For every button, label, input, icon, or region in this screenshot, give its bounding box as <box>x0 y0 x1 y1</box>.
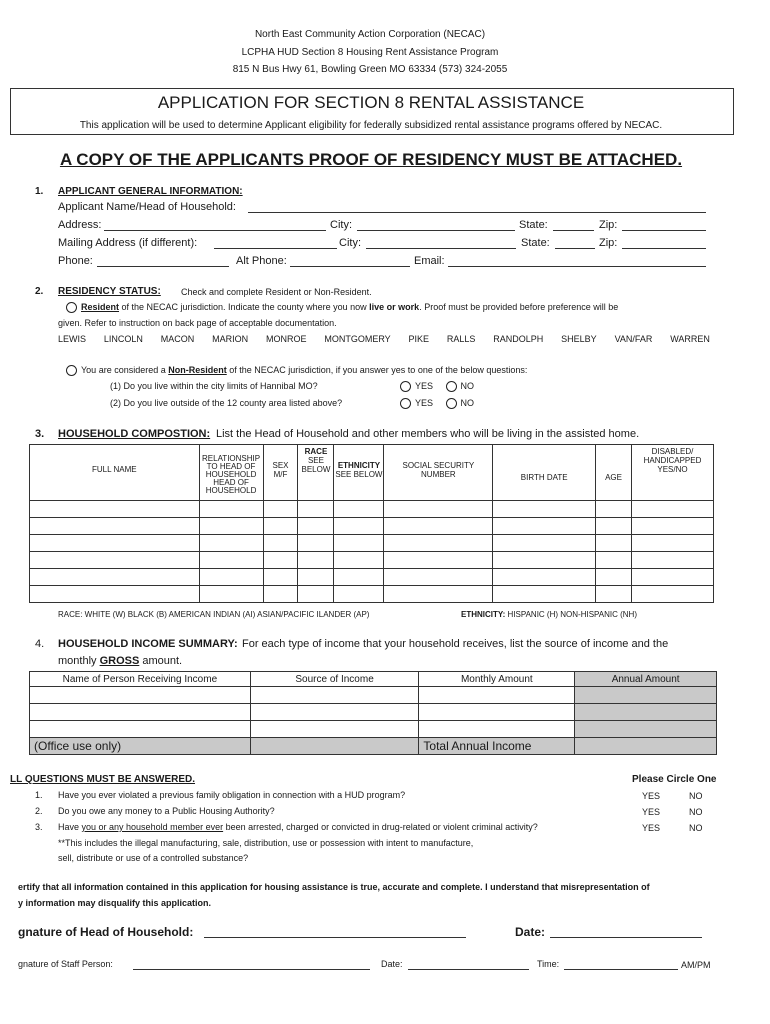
resident-word: Resident <box>81 302 120 312</box>
col-disabled <box>632 445 714 501</box>
col-ethnicity <box>334 445 384 501</box>
city2-label: City: <box>339 237 361 249</box>
resident-text-c: given. Refer to instruction on back page of acceptable documentation. <box>58 318 337 328</box>
staff-signature-field[interactable] <box>133 969 370 970</box>
col-ssn-line2: NUMBER <box>421 469 456 479</box>
q1-options <box>400 381 474 392</box>
page-title: APPLICATION FOR SECTION 8 RENTAL ASSISTANCE <box>157 93 585 112</box>
program-name: LCPHA HUD Section 8 Housing Rent Assistance Program <box>241 47 499 58</box>
resident-bold: live or work <box>369 302 420 312</box>
nonres-text-a: You are considered a <box>81 365 169 375</box>
col-rel-line2: TO HEAD OF <box>206 462 256 471</box>
total-annual-label: Total Annual Income <box>419 738 575 755</box>
county-lewis[interactable]: LEWIS <box>58 334 87 344</box>
col-person: Name of Person Receiving Income <box>30 672 251 687</box>
certify-line2: y information may disqualify this application. <box>18 898 212 908</box>
city2-field[interactable] <box>366 248 516 249</box>
q-num-1: 1. <box>35 790 43 800</box>
phone-field[interactable] <box>97 266 229 267</box>
state2-field[interactable] <box>555 248 595 249</box>
q3-yes[interactable]: YES <box>642 823 661 833</box>
county-randolph[interactable]: RANDOLPH <box>493 334 544 344</box>
head-signature-field[interactable] <box>204 937 466 938</box>
office-use-label: (Office use only) <box>30 738 251 755</box>
zip2-label: Zip: <box>599 237 618 249</box>
time-label: Time: <box>537 959 560 969</box>
county-ralls[interactable]: RALLS <box>446 334 476 344</box>
nonres-text-b: of the NECAC jurisdiction, if you answer yes to one of the below questions: <box>226 365 528 375</box>
section1-number: 1. <box>35 186 44 197</box>
income-total-row <box>30 738 717 755</box>
circle-one-label: Please Circle One <box>632 774 717 785</box>
section4-instruction: For each type of income that your household receives, list the source of income and the <box>242 638 669 650</box>
email-field[interactable] <box>448 266 706 267</box>
q2-no-radio[interactable] <box>446 398 457 409</box>
org-address: 815 N Bus Hwy 61, Bowling Green MO 63334 (573) 324-2055 <box>232 64 508 75</box>
col-relationship <box>199 445 263 501</box>
table-row[interactable] <box>30 586 714 603</box>
q2-no[interactable]: NO <box>689 807 703 817</box>
zip-field[interactable] <box>622 230 706 231</box>
org-name: North East Community Action Corporation (NECAC) <box>254 29 486 40</box>
resident-text-a: of the NECAC jurisdiction. Indicate the county where you now <box>119 302 370 312</box>
table-row[interactable] <box>30 518 714 535</box>
ampm-label: AM/PM <box>681 960 711 970</box>
col-source: Source of Income <box>250 672 419 687</box>
q2-yes[interactable]: YES <box>642 807 661 817</box>
ethnicity-legend-label: ETHNICITY: <box>461 610 506 619</box>
q3-no[interactable]: NO <box>689 823 703 833</box>
staff-date-field[interactable] <box>408 969 529 970</box>
household-header-row <box>30 445 714 501</box>
col-dis-line3: YES/NO <box>657 465 688 474</box>
instruction2-b: amount. <box>139 655 183 667</box>
ethnicity-legend-values: HISPANIC (H) NON-HISPANIC (NH) <box>505 610 637 619</box>
q1-no-radio[interactable] <box>446 381 457 392</box>
col-sex-line1: SEX <box>272 460 289 470</box>
q2-yes-label: YES <box>415 398 434 408</box>
col-race-line3: BELOW <box>301 465 331 474</box>
county-pike[interactable]: PIKE <box>408 334 430 344</box>
nonres-word: Non-Resident <box>168 365 227 375</box>
income-header-row <box>30 672 717 687</box>
col-birth-date: BIRTH DATE <box>493 445 596 501</box>
col-annual: Annual Amount <box>575 672 717 687</box>
col-race <box>298 445 334 501</box>
question-q1: (1) Do you live within the city limits of Hannibal MO? <box>110 381 318 391</box>
col-rel-line3: HOUSEHOLD <box>205 470 257 479</box>
section4-number: 4. <box>35 638 45 650</box>
county-warren[interactable]: WARREN <box>670 334 710 344</box>
q-text-1: Have you ever violated a previous family obligation in connection with a HUD program? <box>58 790 406 800</box>
col-ssn <box>384 445 493 501</box>
q3-text-a: Have <box>58 822 82 832</box>
q-text-2: Do you owe any money to a Public Housing Authority? <box>58 806 275 816</box>
col-age: AGE <box>596 445 632 501</box>
section4-heading: HOUSEHOLD INCOME SUMMARY: <box>58 638 238 650</box>
q3-note-line1: **This includes the illegal manufacturing, sale, distribution, use or possession with intent to manufacture, <box>58 838 474 848</box>
page-subtitle: This application will be used to determine Applicant eligibility for federally subsidized rental assistance programs offered by NECAC. <box>79 120 663 131</box>
county-lincoln[interactable]: LINCOLN <box>103 334 143 344</box>
section1-heading: APPLICANT GENERAL INFORMATION: <box>58 186 243 197</box>
section2-number: 2. <box>35 286 44 297</box>
applicant-name-label: Applicant Name/Head of Household: <box>58 201 236 213</box>
col-sex-line2: M/F <box>273 469 288 479</box>
proof-notice: A COPY OF THE APPLICANTS PROOF OF RESIDENCY MUST BE ATTACHED. <box>59 150 683 169</box>
certify-line1: ertify that all information contained in this application for housing assistance is true, accurate and complete. I understand that misrepresentation of <box>18 882 650 892</box>
col-dis-line2: HANDICAPPED <box>643 456 702 465</box>
address-label: Address: <box>58 219 102 231</box>
table-row[interactable] <box>30 552 714 569</box>
state-field[interactable] <box>553 230 594 231</box>
q1-yes[interactable]: YES <box>642 791 661 801</box>
county-vanfar[interactable]: VAN/FAR <box>614 334 653 344</box>
resident-text-b: . Proof must be provided before preference will be <box>419 302 619 312</box>
zip2-field[interactable] <box>622 248 706 249</box>
county-marion[interactable]: MARION <box>212 334 249 344</box>
nonresident-radio[interactable] <box>66 365 77 376</box>
ethnicity-legend <box>461 610 637 619</box>
applicant-name-field[interactable] <box>248 212 706 213</box>
mailing-field[interactable] <box>214 248 337 249</box>
q-num-2: 2. <box>35 806 43 816</box>
county-montgomery[interactable]: MONTGOMERY <box>324 334 391 344</box>
county-macon[interactable]: MACON <box>160 334 195 344</box>
q3-text-u: you or any household member ever <box>81 822 224 832</box>
staff-date-label: Date: <box>381 959 403 969</box>
income-table <box>29 671 717 755</box>
state2-label: State: <box>521 237 550 249</box>
q1-yes-radio[interactable] <box>400 381 411 392</box>
col-race-line1: RACE <box>304 447 328 456</box>
table-row[interactable] <box>30 687 717 704</box>
nonresident-line <box>66 365 527 376</box>
county-shelby[interactable]: SHELBY <box>561 334 597 344</box>
q-text-3 <box>58 822 538 832</box>
table-row[interactable] <box>30 535 714 552</box>
q2-yes-radio[interactable] <box>400 398 411 409</box>
instruction2-a: monthly <box>58 655 100 667</box>
table-row[interactable] <box>30 501 714 518</box>
col-rel-line4: HEAD OF <box>213 478 249 487</box>
q1-yes-label: YES <box>415 381 434 391</box>
time-field[interactable] <box>564 969 678 970</box>
state-label: State: <box>519 219 548 231</box>
instruction2-gross: GROSS <box>99 655 140 667</box>
race-legend: RACE: WHITE (W) BLACK (B) AMERICAN INDIAN (AI) ASIAN/PACIFIC ILANDER (AP) <box>58 610 370 619</box>
section4-instruction2 <box>58 655 182 667</box>
section3-number: 3. <box>35 428 45 440</box>
total-annual-field[interactable] <box>575 738 717 755</box>
section2-heading: RESIDENCY STATUS: <box>58 286 161 297</box>
col-full-name: FULL NAME <box>30 445 200 501</box>
table-row[interactable] <box>30 704 717 721</box>
head-signature-label: gnature of Head of Household: <box>18 925 194 939</box>
col-race-line2: SEE <box>307 456 324 465</box>
q3-note-line2: sell, distribute or use of a controlled substance? <box>58 853 249 863</box>
alt-phone-label: Alt Phone: <box>236 255 287 267</box>
col-eth-line1: ETHNICITY <box>337 460 381 470</box>
alt-phone-field[interactable] <box>290 266 410 267</box>
col-eth-line2: SEE BELOW <box>335 469 383 479</box>
mailing-label: Mailing Address (if different): <box>58 237 198 249</box>
col-ssn-line1: SOCIAL SECURITY <box>402 460 475 470</box>
section3-instruction: List the Head of Household and other members who will be living in the assisted home. <box>216 428 640 440</box>
address-field[interactable] <box>104 230 326 231</box>
household-table <box>29 444 714 603</box>
q1-no[interactable]: NO <box>689 791 703 801</box>
col-sex <box>263 445 298 501</box>
head-date-field[interactable] <box>550 937 702 938</box>
table-row[interactable] <box>30 721 717 738</box>
head-date-label: Date: <box>515 925 546 939</box>
q1-no-label: NO <box>460 381 475 391</box>
phone-label: Phone: <box>58 255 93 267</box>
city-field[interactable] <box>357 230 515 231</box>
question-q2: (2) Do you live outside of the 12 county area listed above? <box>110 398 343 408</box>
section3-heading: HOUSEHOLD COMPOSTION: <box>58 428 211 440</box>
col-dis-line1: DISABLED/ <box>651 447 694 456</box>
q2-no-label: NO <box>460 398 475 408</box>
col-rel-line5: HOUSEHOLD <box>205 486 257 495</box>
col-rel-line1: RELATIONSHIP <box>202 454 261 463</box>
county-monroe[interactable]: MONROE <box>265 334 307 344</box>
q-num-3: 3. <box>35 822 43 832</box>
city-label: City: <box>330 219 352 231</box>
staff-signature-label: gnature of Staff Person: <box>18 959 113 969</box>
zip-label: Zip: <box>599 219 618 231</box>
q3-text-b: been arrested, charged or convicted in drug-related or violent criminal activity? <box>223 822 538 832</box>
col-monthly: Monthly Amount <box>419 672 575 687</box>
resident-line <box>66 302 618 313</box>
section2-instruction: Check and complete Resident or Non-Resident. <box>181 287 372 297</box>
county-list <box>58 334 710 344</box>
table-row[interactable] <box>30 569 714 586</box>
resident-radio[interactable] <box>66 302 77 313</box>
q2-options <box>400 398 474 409</box>
email-label: Email: <box>414 255 445 267</box>
questions-heading: LL QUESTIONS MUST BE ANSWERED. <box>10 774 196 785</box>
